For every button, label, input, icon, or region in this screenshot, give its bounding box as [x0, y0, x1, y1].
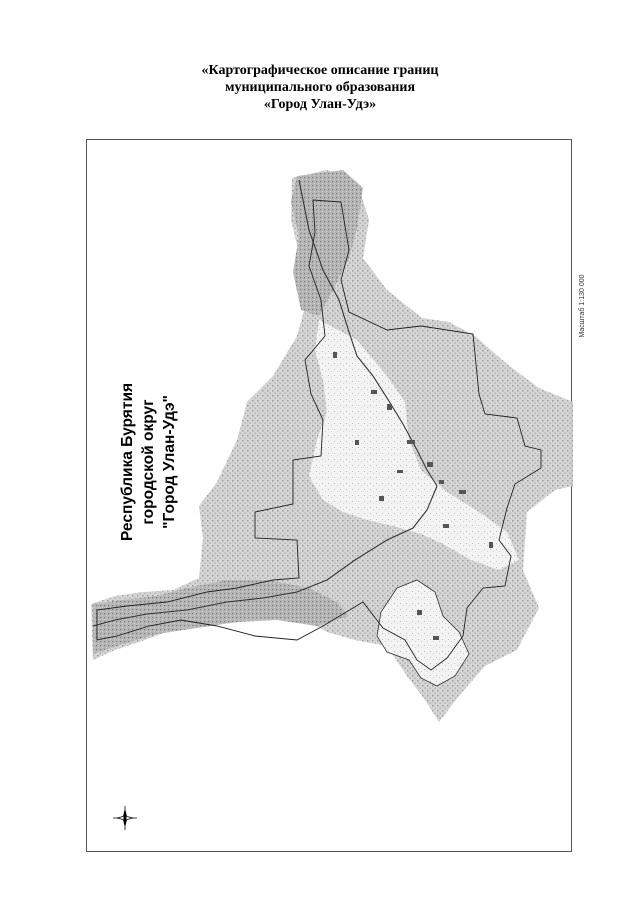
- title-line-2: муниципального образования: [224, 80, 416, 95]
- map-heading: [117, 282, 207, 642]
- compass-rose-icon: [111, 804, 139, 832]
- title-line-3: «Город Улан-Удэ»: [263, 97, 377, 112]
- scale-label: Масштаб 1:130 000: [579, 274, 586, 338]
- map-heading-line-3: "Город Улан-Удэ": [161, 395, 178, 529]
- map-heading-line-2: городской округ: [140, 399, 157, 525]
- page-title: [0, 62, 640, 113]
- map-heading-line-1: Республика Бурятия: [119, 382, 136, 542]
- map-frame: [86, 139, 586, 852]
- title-line-1: «Картографическое описание границ: [201, 63, 439, 78]
